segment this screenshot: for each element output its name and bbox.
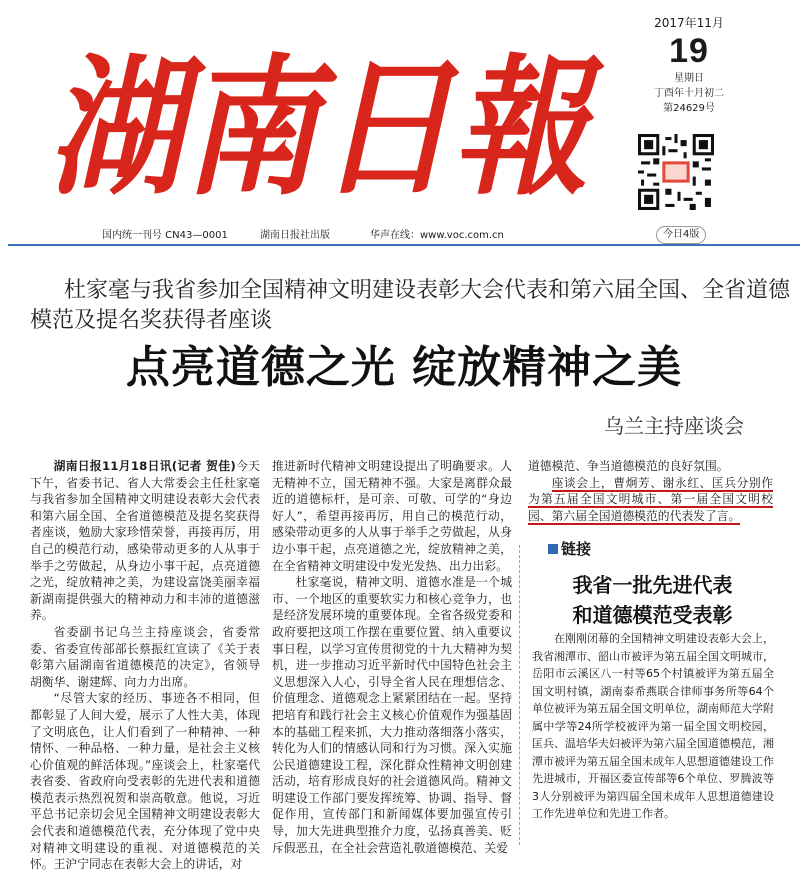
paragraph: 湖南日报11月18日讯(记者 贺佳)今天下午，省委书记、省人大常委会主任杜家毫与我省参加全国精神文明建设表彰大会代表和第六届全国、全省道德模范及提名奖获得者座谈，勉励大家珍惜荣誉，再接再厉，用自己的模范行动，感染带动更多的人从事于举手之劳做起，从身边小事干起，点亮道德之光，绽放精神之美，为建设富饶美丽幸福新湖南提供强大的精神动力和丰沛的道德滋养。	[30, 459, 260, 623]
logo-calligraphy	[40, 8, 606, 218]
date-day: 19	[669, 32, 709, 70]
qr-code-icon[interactable]	[638, 134, 714, 210]
logo-text: 湖南日報	[48, 40, 606, 216]
highlighted-sentence: 座谈会上，曹炯芳、谢永红、匡兵分别作为第五届全国文明城市、第一届全国文明校园、第六届全国道德模范的代表发了言。	[528, 475, 773, 523]
article-byline: 乌兰主持座谈会	[604, 414, 744, 438]
paragraph: 杜家毫说，精神文明、道德水准是一个城市、一个地区的重要软实力和核心竞争力，也是经济发展环境的重要体现。全省各级党委和政府要把这项工作摆在重要位置、纳入重要议事日程，以学习宣传贯彻党的十九大精神为契机，进一步推动习近平新时代中国特色社会主义思想深入人心，引导全省人民在理想信念、价值理念、道德观念上紧紧团结在一起。坚持把培育和践行社会主义核心价值观作为强基固本的基础工程来抓，大力推动落细落小落实，转化为人们的情感认同和行为习惯。深入实施公民道德建设工程，深化群众性精神文明创建活动，培育形成良好的社会道德风尚。精神文明建设工作部门要发挥统筹、协调、指导、督促作用，宣传部门和新闻媒体要加强宣传引导，加大先进典型推介力度，弘扬真善美、贬斥假恶丑，在全社会营造礼敬道德模范、关爱	[272, 575, 512, 855]
article-column-3	[528, 458, 773, 524]
paragraph: 省委副书记乌兰主持座谈会，省委常委、省委宣传部部长蔡振红宣读了《关于表彰第六届湖南省道德模范的决定》，省领导胡衡华、谢建辉、向力力出席。	[30, 624, 260, 689]
page-count-badge: 今日4版	[656, 226, 706, 244]
paragraph: 推进新时代精神文明建设提出了明确要求。人无精神不立，国无精神不强。大家是离群众最近的道德标杆，是可亲、可敬、可学的“身边好人”，希望再接再厉，用自己的模范行动，感染带动更多的人从事于举手之劳做起，从身边小事干起，点亮道德之光，绽放精神之美，在全省精神文明建设中发光发热、出力出彩。	[272, 459, 512, 573]
weekday: 星期日	[674, 73, 704, 84]
sidebar-headline	[530, 570, 775, 630]
kicker-text: 杜家毫与我省参加全国精神文明建设表彰大会代表和第六届全国、全省道德模范及提名奖获得者座谈	[30, 278, 791, 333]
sidebar-body: 在刚刚闭幕的全国精神文明建设表彰大会上，我省湘潭市、韶山市被评为第五届全国文明城市，岳阳市云溪区八一村等65个村镇被评为第五届全国文明村镇，湖南泰希燕联合律师事务所等64个单位被评为第五届全国文明单位，湖南师范大学附属中学等24所学校被评为第一届全国文明校园，匡兵、温培华夫妇被评为第六届全国道德模范，湘潭市被评为第五届全国未成年人思想道德建设工作先进城市，开福区委宣传部等6个单位、罗腾波等3人分别被评为第四届全国未成年人思想道德建设工作先进单位和先进工作者。	[532, 632, 774, 820]
masthead	[0, 0, 807, 248]
date-box	[628, 14, 750, 116]
issn-text: 国内统一刊号 CN43—0001	[102, 230, 228, 241]
website-link[interactable]: 华声在线：www.voc.com.cn	[370, 230, 504, 241]
square-bullet-icon	[548, 544, 558, 554]
publisher-text: 湖南日报社出版	[260, 230, 330, 241]
paragraph	[528, 475, 773, 525]
newspaper-logo	[40, 8, 606, 218]
article-headline: 点亮道德之光 绽放精神之美	[125, 342, 683, 393]
issue-number: 第24629号	[663, 103, 715, 114]
article-column-2	[272, 458, 512, 856]
sidebar-divider	[519, 545, 520, 845]
article-column-1	[30, 458, 260, 873]
article-kicker	[30, 276, 790, 336]
paragraph: 道德模范、争当道德模范的良好氛围。	[528, 459, 729, 473]
date-year-month: 2017年11月	[654, 16, 724, 30]
sidebar-label: 链接	[548, 538, 591, 559]
dateline: 湖南日报11月18日讯(记者 贺佳)	[53, 459, 236, 473]
masthead-footer	[10, 222, 797, 244]
paragraph: “尽管大家的经历、事迹各不相同，但都彰显了人间大爱，展示了人性大美，体现了文明底色，让人们看到了一种精神、一种情怀、一种品格、一种力量，是社会主义核心价值观的鲜活体现。”座谈会上，杜家毫代表省委、省政府向受表彰的先进代表和道德模范表示热烈祝贺和崇高敬意。他说，习近平总书记亲切会见全国精神文明建设表彰大会代表和道德模范代表，充分体现了党中央对精神文明建设的重视、对道德模范的关怀。王沪宁同志在表彰大会上的讲话，对	[30, 691, 260, 872]
masthead-rule	[8, 244, 800, 246]
lunar-date: 丁酉年十月初二	[654, 88, 724, 99]
sidebar-headline-line1: 我省一批先进代表	[572, 573, 733, 597]
sidebar-headline-line2: 和道德模范受表彰	[572, 603, 733, 627]
